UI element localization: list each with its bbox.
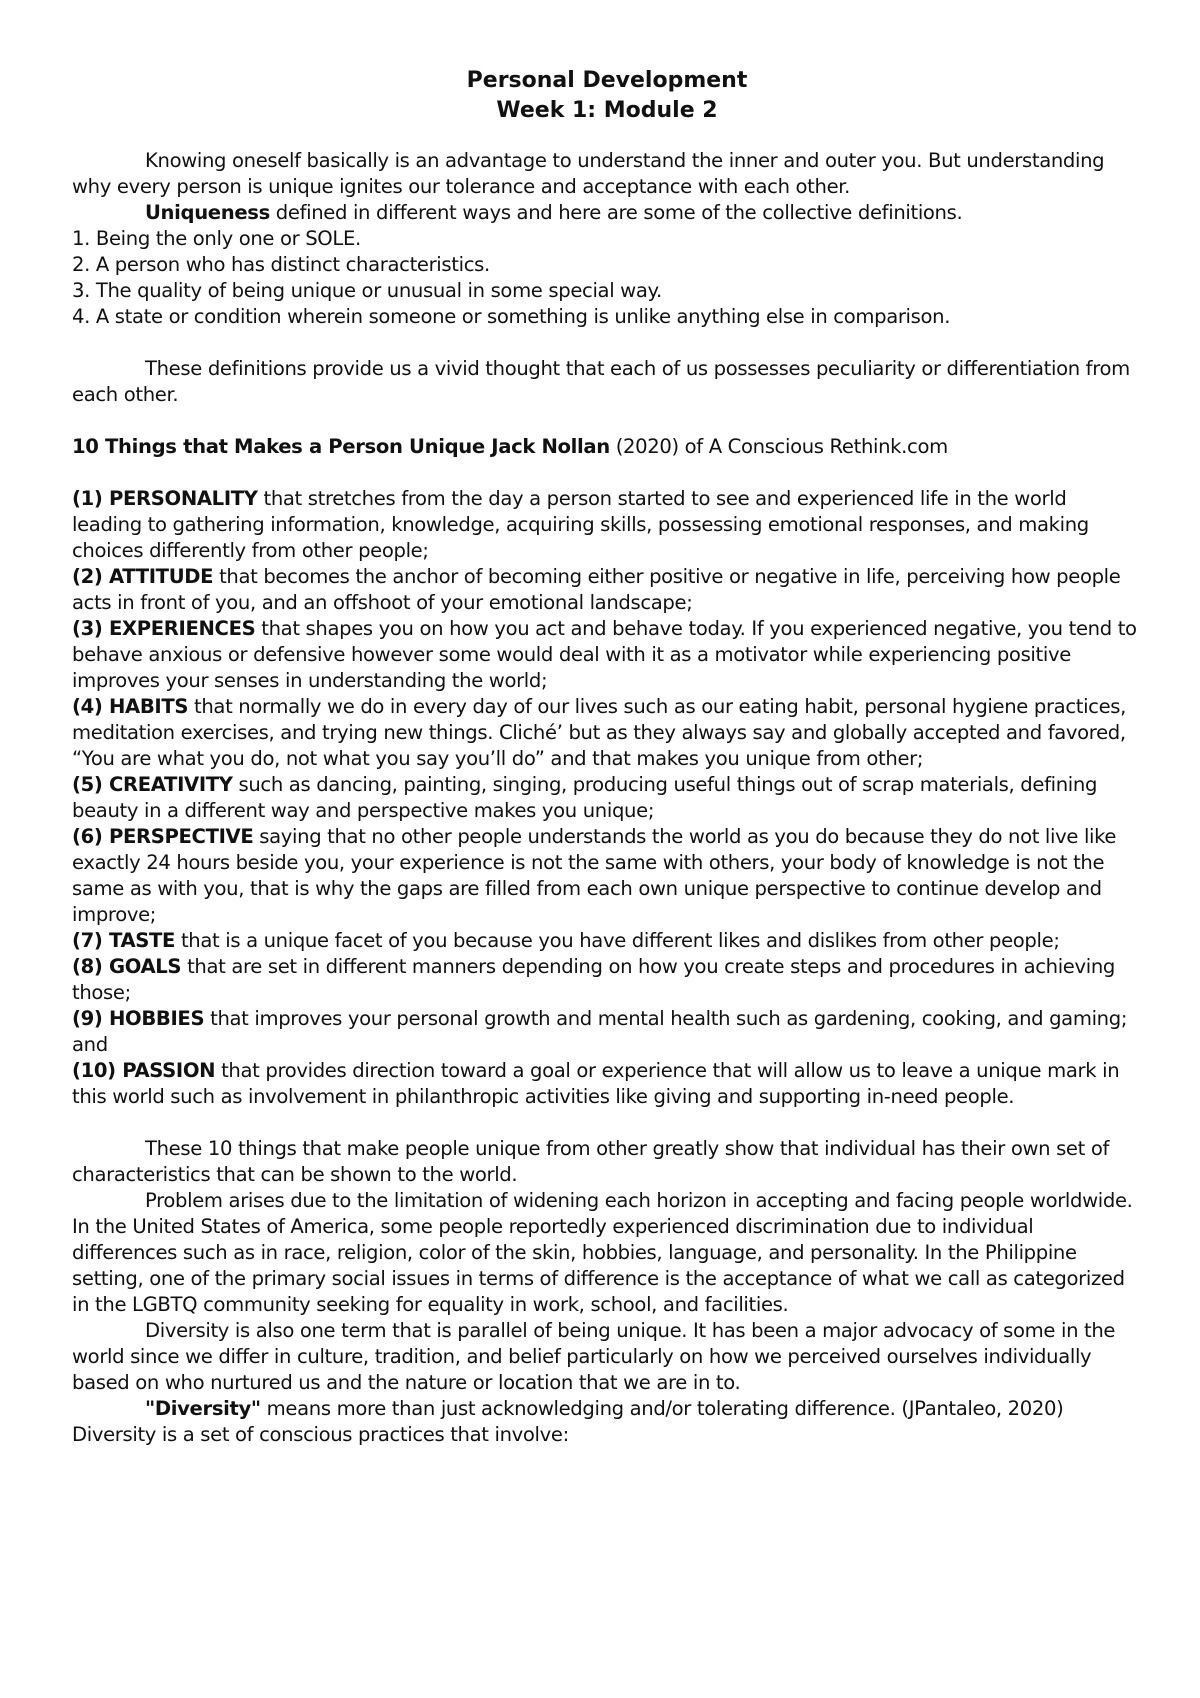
item-label: (2) ATTITUDE — [72, 565, 214, 588]
document-page — [72, 66, 1142, 1448]
uniqueness-term: Uniqueness — [145, 201, 270, 224]
item-text: that improves your personal growth and mental health such as gardening, cooking, and gaming; and — [72, 1007, 1128, 1056]
uniqueness-paragraph — [72, 200, 1142, 226]
item-text: that stretches from the day a person started to see and experienced life in the world leading to gathering information, knowledge, acquiring skills, possessing emotional responses, and making choices differently from other people; — [72, 487, 1089, 562]
item-text: that is a unique facet of you because you have different likes and dislikes from other people; — [175, 929, 1060, 952]
item-label: (5) CREATIVITY — [72, 773, 233, 796]
item-label: (8) GOALS — [72, 955, 182, 978]
definition-item: 1. Being the only one or SOLE. — [72, 227, 361, 250]
list-item — [72, 928, 1142, 954]
item-text: such as dancing, painting, singing, producing useful things out of scrap materials, defining beauty in a different way and perspective makes you unique; — [72, 773, 1098, 822]
list-item — [72, 486, 1142, 564]
list-item — [72, 954, 1142, 1006]
definition-item: 3. The quality of being unique or unusual in some special way. — [72, 279, 662, 302]
definition-item: 4. A state or condition wherein someone or something is unlike anything else in comparison. — [72, 305, 951, 328]
item-label: (9) HOBBIES — [72, 1007, 205, 1030]
item-text: saying that no other people understands the world as you do because they do not live like exactly 24 hours beside you, your experience is not the same with others, your body of knowledge is not the same as with you, that is why the gaps are filled from each own unique perspective to continue develop and improve; — [72, 825, 1117, 926]
diversity-definition-paragraph — [72, 1396, 1142, 1448]
item-label: (10) PASSION — [72, 1059, 216, 1082]
list-item — [72, 1058, 1142, 1110]
conclusion-paragraph: These 10 things that make people unique from other greatly show that individual has their own set of characteristics that can be shown to the world. — [72, 1137, 1110, 1186]
item-label: (7) TASTE — [72, 929, 176, 952]
document-title: Personal Development — [466, 68, 748, 93]
document-subtitle: Week 1: Module 2 — [496, 98, 718, 123]
diversity-intro-paragraph: Diversity is also one term that is parallel of being unique. It has been a major advocacy of some in the world since we differ in culture, tradition, and belief particularly on how we perceived ourselves individually based on who nurtured us and the nature or location that we are in to. — [72, 1319, 1116, 1394]
item-text: that are set in different manners depending on how you create steps and procedures in achieving those; — [72, 955, 1116, 1004]
item-text: that provides direction toward a goal or experience that will allow us to leave a unique mark in this world such as involvement in philanthropic activities like giving and supporting in-need people. — [72, 1059, 1120, 1108]
list-heading — [72, 434, 1142, 460]
item-label: (4) HABITS — [72, 695, 189, 718]
list-item — [72, 824, 1142, 928]
list-heading-bold: 10 Things that Makes a Person Unique Jack Nollan — [72, 435, 610, 458]
definition-item: 2. A person who has distinct characteristics. — [72, 253, 490, 276]
item-text: that normally we do in every day of our lives such as our eating habit, personal hygiene practices, meditation exercises, and trying new things. Cliché’ but as they always say and globally accepted and favored, “You are what you do, not what you say you’ll do” and that makes you unique from other; — [72, 695, 1127, 770]
problem-paragraph: Problem arises due to the limitation of widening each horizon in accepting and facing people worldwide. In the United States of America, some people reportedly experienced discrimination due to individual differences such as in race, religion, color of the skin, hobbies, language, and personality. In the Philippine setting, one of the primary social issues in terms of difference is the acceptance of what we call as categorized in the LGBTQ community seeking for equality in work, school, and facilities. — [72, 1189, 1133, 1316]
item-text: that becomes the anchor of becoming either positive or negative in life, perceiving how people acts in front of you, and an offshoot of your emotional landscape; — [72, 565, 1121, 614]
list-heading-rest: (2020) of A Conscious Rethink.com — [609, 435, 948, 458]
item-label: (3) EXPERIENCES — [72, 617, 256, 640]
item-label: (6) PERSPECTIVE — [72, 825, 254, 848]
unique-things-list — [72, 486, 1142, 1110]
uniqueness-text: defined in different ways and here are some of the collective definitions. — [269, 201, 963, 224]
diversity-text: means more than just acknowledging and/or tolerating difference. (JPantaleo, 2020) Diversity is a set of conscious practices that involve: — [72, 1397, 1064, 1446]
list-item — [72, 694, 1142, 772]
intro-paragraph: Knowing oneself basically is an advantage to understand the inner and outer you. But understanding why every person is unique ignites our tolerance and acceptance with each other. — [72, 149, 1105, 198]
list-item — [72, 1006, 1142, 1058]
list-item — [72, 772, 1142, 824]
definitions-note: These definitions provide us a vivid thought that each of us possesses peculiarity or differentiation from each other. — [72, 357, 1130, 406]
diversity-term: "Diversity" — [145, 1397, 261, 1420]
list-item — [72, 616, 1142, 694]
item-text: that shapes you on how you act and behave today. If you experienced negative, you tend to behave anxious or defensive however some would deal with it as a motivator while experiencing positive improves your senses in understanding the world; — [72, 617, 1137, 692]
item-label: (1) PERSONALITY — [72, 487, 258, 510]
list-item — [72, 564, 1142, 616]
